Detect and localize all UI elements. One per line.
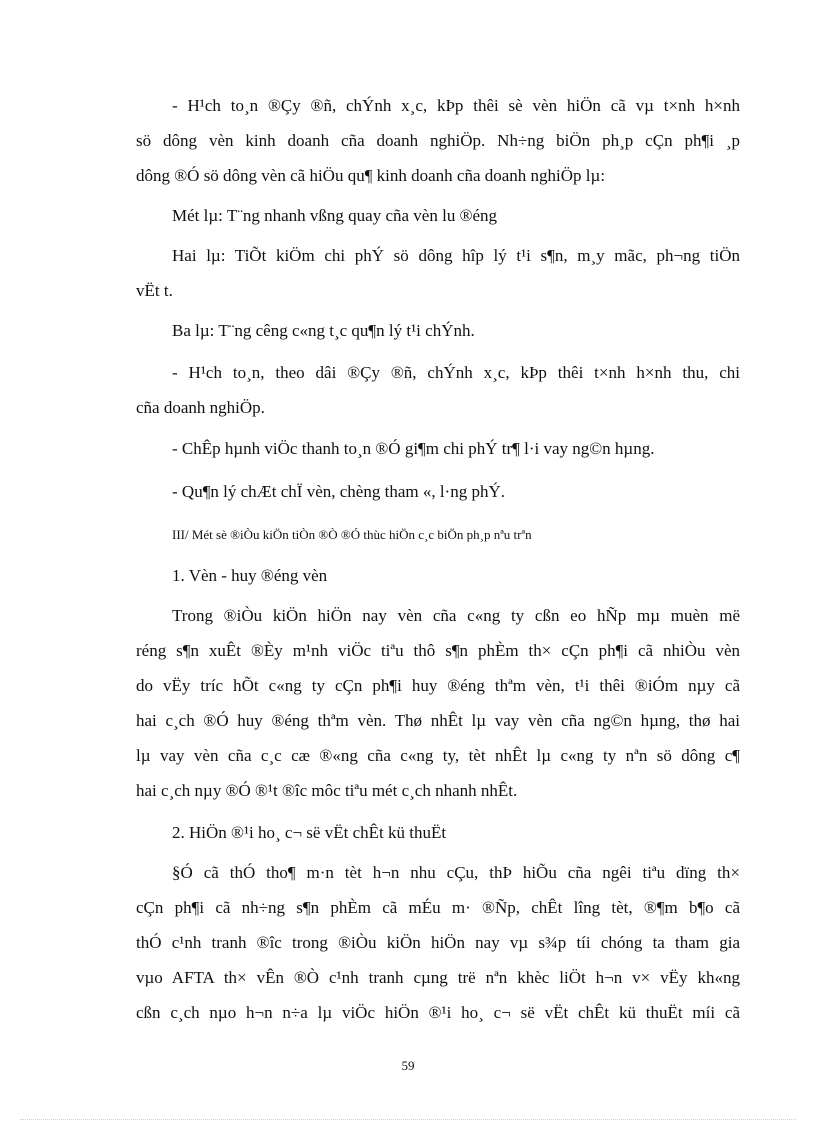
page-number: 59 (401, 1058, 415, 1073)
text-line: sö dông vèn kinh doanh cña doanh nghiÖp. Nh÷ng biÖn ph¸p cÇn ph¶i ¸p (136, 131, 740, 150)
text-line: cña doanh nghiÖp. (136, 398, 265, 417)
text-line: lµ vay vèn cña c¸c cæ ®«ng cña c«ng ty, tèt nhÊt lµ c«ng ty nªn sö dông c¶ (136, 746, 740, 765)
text-line: réng s¶n xuÊt ®Èy m¹nh viÖc tiªu thô s¶n phÈm th× cÇn ph¶i cã nhiÒu vèn (136, 641, 740, 660)
section-heading: III/ Mét sè ®iÒu kiÖn tiÒn ®Ò ®Ó thùc hiÖn c¸c biÖn ph¸p nªu trªn (172, 527, 532, 542)
text-line: Ba lµ: T¨ng cêng c«ng t¸c qu¶n lý t¹i chÝnh. (172, 321, 475, 340)
text-line: - H¹ch to¸n, theo dâi ®Çy ®ñ, chÝnh x¸c, kÞp thêi t×nh h×nh thu, chi (172, 363, 740, 382)
text-line: Hai lµ: TiÕt kiÖm chi phÝ sö dông hîp lý t¹i s¶n, m¸y mãc, ph¬ng tiÖn (172, 246, 740, 265)
text-line: - Qu¶n lý chÆt chÏ vèn, chèng tham «, l·ng phÝ. (172, 482, 505, 501)
text-line: cßn c¸ch nµo h¬n n÷a lµ viÖc hiÖn ®¹i ho¸ c¬ së vËt chÊt kü thuËt míi cã (136, 1003, 740, 1022)
text-line: thÓ c¹nh tranh ®îc trong ®iÒu kiÖn hiÖn nay vµ s¾p tíi chóng ta tham gia (136, 933, 740, 952)
text-line: - H¹ch to¸n ®Çy ®ñ, chÝnh x¸c, kÞp thêi sè vèn hiÖn cã vµ t×nh h×nh (172, 96, 740, 115)
text-line: vËt t. (136, 281, 173, 300)
text-line: cÇn ph¶i cã nh÷ng s¶n phÈm cã mÉu m· ®Ñp, chÊt lîng tèt, ®¶m b¶o cã (136, 898, 740, 917)
text-line: hai c¸ch nµy ®Ó ®¹t ®îc môc tiªu mét c¸ch nhanh nhÊt. (136, 781, 518, 800)
text-line: hai c¸ch ®Ó huy ®éng thªm vèn. Thø nhÊt lµ vay vèn cña ng©n hµng, thø hai (136, 711, 740, 730)
text-line: Mét lµ: T¨ng nhanh vßng quay cña vèn lu ®éng (172, 206, 498, 225)
text-line: - ChÊp hµnh viÖc thanh to¸n ®Ó gi¶m chi phÝ tr¶ l·i vay ng©n hµng. (172, 439, 655, 458)
footer-divider (20, 1119, 796, 1120)
subsection-heading: 2. HiÖn ®¹i ho¸ c¬ së vËt chÊt kü thuËt (172, 823, 447, 842)
text-line: Trong ®iÒu kiÖn hiÖn nay vèn cña c«ng ty cßn eo hÑp mµ muèn më (172, 606, 740, 625)
text-line: do vËy tríc hÕt c«ng ty cÇn ph¶i huy ®éng thªm vèn, t¹i thêi ®iÓm nµy cã (136, 676, 740, 695)
subsection-heading: 1. Vèn - huy ®éng vèn (172, 566, 328, 585)
text-line: §Ó cã thÓ tho¶ m·n tèt h¬n nhu cÇu, thÞ hiÕu cña ngêi tiªu dïng th× (172, 863, 740, 882)
text-line: vµo AFTA th× vÊn ®Ò c¹nh tranh cµng trë nªn khèc liÖt h¬n v× vËy kh«ng (136, 968, 740, 987)
text-line: dông ®Ó sö dông vèn cã hiÖu qu¶ kinh doanh cña doanh nghiÖp lµ: (136, 166, 606, 185)
